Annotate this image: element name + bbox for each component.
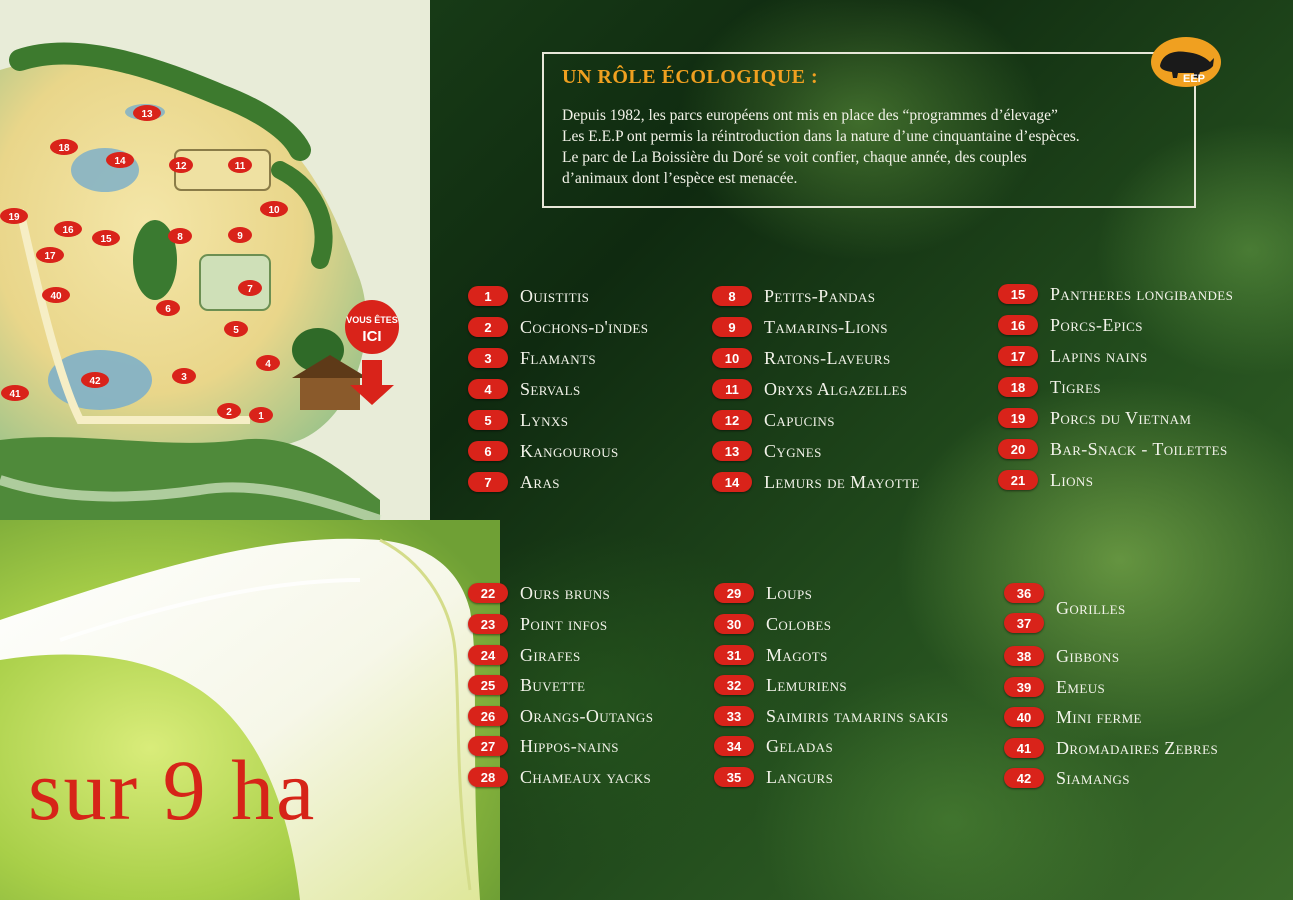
legend-number-badge: 17	[998, 346, 1038, 366]
legend-number-badge: 1	[468, 286, 508, 306]
legend-item	[998, 374, 1101, 400]
legend-item	[998, 467, 1093, 493]
legend-item	[468, 314, 648, 340]
map-marker: 6	[165, 304, 171, 315]
legend-label: Tamarins-Lions	[764, 316, 888, 337]
legend-item	[468, 469, 560, 495]
legend-label: Langurs	[766, 766, 834, 787]
info-line: Le parc de La Boissière du Doré se voit confier, chaque année, des couples	[562, 149, 1027, 166]
legend-number-badge: 26	[468, 706, 508, 726]
legend-label: Bar-Snack - Toilettes	[1050, 438, 1228, 459]
map-marker: 42	[89, 376, 101, 387]
map-marker: 10	[268, 205, 280, 216]
legend-number-badge: 20	[998, 439, 1038, 459]
legend-label: Servals	[520, 378, 581, 399]
map-marker: 7	[247, 284, 253, 295]
legend-item	[1004, 735, 1218, 761]
legend-label: Lynxs	[520, 409, 569, 430]
legend-label: Buvette	[520, 674, 586, 695]
legend-number-badge: 34	[714, 736, 754, 756]
legend-number-badge: 38	[1004, 646, 1044, 666]
legend-label: Flamants	[520, 347, 597, 368]
you-are-here-badge	[345, 300, 399, 354]
map-marker: 2	[226, 407, 232, 418]
legend-label: Dromadaires Zebres	[1056, 737, 1219, 758]
legend-label: Emeus	[1056, 676, 1106, 697]
eep-logo	[1150, 36, 1222, 88]
legend-number-badge: 11	[712, 379, 752, 399]
legend-label: Ours bruns	[520, 582, 611, 603]
you-are-here-text: ICI	[362, 328, 382, 345]
legend-number-badge: 10	[712, 348, 752, 368]
legend-number-badge: 25	[468, 675, 508, 695]
legend-label: Cochons-d'indes	[520, 316, 649, 337]
legend-item	[468, 345, 596, 371]
legend-number-badge: 36	[1004, 583, 1044, 603]
legend-item	[1004, 765, 1130, 791]
legend-label: Pantheres longibandes	[1050, 283, 1234, 304]
legend-label: Gibbons	[1056, 645, 1120, 666]
legend-item	[712, 345, 891, 371]
park-map	[0, 0, 430, 560]
you-are-here-text: VOUS ÊTES	[346, 315, 398, 325]
map-marker: 3	[181, 372, 187, 383]
legend-item	[712, 438, 822, 464]
map-marker: 17	[44, 251, 56, 262]
legend-number-badge: 6	[468, 441, 508, 461]
map-marker: 41	[9, 389, 21, 400]
legend-label: Kangourous	[520, 440, 619, 461]
map-marker: 11	[234, 161, 246, 172]
legend-label: Hippos-nains	[520, 735, 619, 756]
legend-item	[712, 283, 875, 309]
legend-number-badge: 41	[1004, 738, 1044, 758]
legend-number-badge: 8	[712, 286, 752, 306]
legend-label: Ouistitis	[520, 285, 590, 306]
info-line: Les E.E.P ont permis la réintroduction dans la nature d’une cinquantaine d’espèces.	[562, 128, 1080, 145]
legend-label: Porcs du Vietnam	[1050, 407, 1192, 428]
legend-number-badge: 39	[1004, 677, 1044, 697]
legend-item	[468, 611, 608, 637]
legend-item	[714, 764, 833, 790]
legend-item	[998, 405, 1191, 431]
legend-label: Lions	[1050, 469, 1094, 490]
legend-label: Siamangs	[1056, 767, 1130, 788]
legend-label: Aras	[520, 471, 560, 492]
ecological-role-box	[542, 52, 1196, 208]
legend-number-badge: 18	[998, 377, 1038, 397]
legend-number-badge: 14	[712, 472, 752, 492]
legend-item	[468, 672, 585, 698]
legend-number-badge: 5	[468, 410, 508, 430]
legend-number-badge: 22	[468, 583, 508, 603]
legend-item	[468, 703, 653, 729]
legend-label: Point infos	[520, 613, 608, 634]
legend-number-badge: 4	[468, 379, 508, 399]
legend-number-badge: 9	[712, 317, 752, 337]
legend-label: Lapins nains	[1050, 345, 1148, 366]
legend-label: Lemurs de Mayotte	[764, 471, 920, 492]
map-marker: 9	[237, 231, 243, 242]
legend-item	[1004, 674, 1105, 700]
legend-number-badge: 19	[998, 408, 1038, 428]
info-line: d’animaux dont l’espèce est menacée.	[562, 170, 798, 187]
legend-label: Magots	[766, 644, 828, 665]
info-title: UN RÔLE ÉCOLOGIQUE :	[562, 66, 819, 88]
legend-number-badge: 27	[468, 736, 508, 756]
legend-label: Ratons-Laveurs	[764, 347, 891, 368]
legend-label: Petits-Pandas	[764, 285, 876, 306]
legend-label: Orangs-Outangs	[520, 705, 654, 726]
legend-item	[468, 376, 581, 402]
legend-number-badge: 31	[714, 645, 754, 665]
map-marker: 14	[114, 156, 126, 167]
legend-label: Chameaux yacks	[520, 766, 652, 787]
legend-number-badge: 42	[1004, 768, 1044, 788]
legend-label: Saimiris tamarins sakis	[766, 705, 949, 726]
legend-item	[468, 642, 581, 668]
legend-item	[712, 469, 920, 495]
legend-item	[714, 733, 833, 759]
legend-item	[998, 281, 1233, 307]
legend-item	[712, 407, 835, 433]
map-marker: 19	[8, 212, 20, 223]
legend-item	[1004, 704, 1142, 730]
area-headline: sur 9 ha	[28, 742, 317, 838]
map-marker: 16	[62, 225, 74, 236]
legend-number-badge: 28	[468, 767, 508, 787]
legend-number-badge: 16	[998, 315, 1038, 335]
map-marker: 1	[258, 411, 264, 422]
legend-number-badge: 21	[998, 470, 1038, 490]
legend-number-badge: 29	[714, 583, 754, 603]
legend-number-badge: 2	[468, 317, 508, 337]
legend-label: Capucins	[764, 409, 835, 430]
legend-item	[712, 376, 908, 402]
legend-item	[714, 611, 831, 637]
legend-item	[714, 672, 847, 698]
legend-label: Mini ferme	[1056, 706, 1142, 727]
legend-item	[712, 314, 888, 340]
legend-item	[468, 580, 610, 606]
legend-label: Lemuriens	[766, 674, 848, 695]
legend-item	[714, 642, 828, 668]
legend-number-badge: 23	[468, 614, 508, 634]
legend-item-gorilles	[1004, 579, 1126, 637]
legend-item	[998, 436, 1228, 462]
legend-number-badge: 37	[1004, 613, 1044, 633]
legend-number-badge: 35	[714, 767, 754, 787]
map-marker: 18	[58, 143, 70, 154]
legend-number-badge: 12	[712, 410, 752, 430]
legend-item	[998, 312, 1143, 338]
map-marker: 5	[233, 325, 239, 336]
legend-number-badge: 32	[714, 675, 754, 695]
legend-item	[998, 343, 1148, 369]
legend-number-badge: 7	[468, 472, 508, 492]
eep-logo-text: EEP	[1182, 73, 1206, 85]
legend-item	[714, 580, 812, 606]
legend-number-badge: 33	[714, 706, 754, 726]
calla-lily-image	[0, 520, 500, 900]
legend-label: Cygnes	[764, 440, 822, 461]
legend-number-badge: 15	[998, 284, 1038, 304]
map-marker: 40	[50, 291, 62, 302]
legend-item	[468, 764, 651, 790]
legend-item	[1004, 643, 1119, 669]
map-marker: 8	[177, 232, 183, 243]
map-marker: 13	[141, 109, 153, 120]
legend-label: Loups	[766, 582, 813, 603]
legend-label: Gorilles	[1056, 597, 1126, 618]
map-marker: 12	[175, 161, 187, 172]
legend-number-badge: 30	[714, 614, 754, 634]
map-marker: 15	[100, 234, 112, 245]
info-line: Depuis 1982, les parcs européens ont mis en place des “programmes d’élevage”	[562, 107, 1058, 124]
legend-item	[714, 703, 948, 729]
legend-item	[468, 438, 619, 464]
legend-item	[468, 733, 619, 759]
legend-number-badge: 3	[468, 348, 508, 368]
legend-label: Colobes	[766, 613, 832, 634]
legend-label: Porcs-Epics	[1050, 314, 1143, 335]
legend-label: Geladas	[766, 735, 834, 756]
legend-item	[468, 407, 568, 433]
legend-label: Girafes	[520, 644, 581, 665]
legend-number-badge: 40	[1004, 707, 1044, 727]
legend-item	[468, 283, 589, 309]
legend-label: Oryxs Algazelles	[764, 378, 908, 399]
legend-number-badge: 13	[712, 441, 752, 461]
legend-number-badge: 24	[468, 645, 508, 665]
legend-label: Tigres	[1050, 376, 1101, 397]
map-marker: 4	[265, 359, 271, 370]
